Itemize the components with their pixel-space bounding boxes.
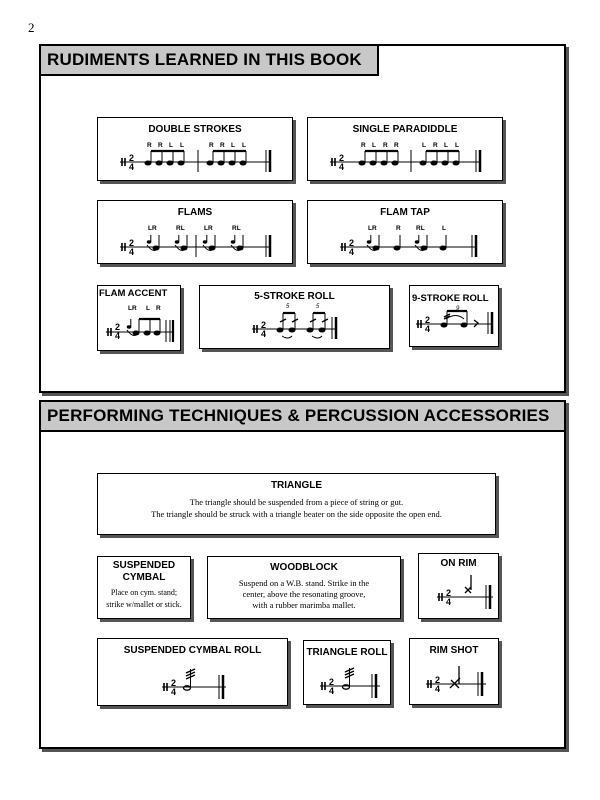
sticking-label: R	[147, 142, 152, 149]
woodblock-text-line1: Suspend on a W.B. stand. Strike in the	[238, 578, 370, 588]
sticking-label: R	[220, 142, 225, 149]
sticking-label: L	[442, 225, 446, 232]
flam-tap-notes	[367, 235, 446, 250]
flam-accent-notation	[98, 300, 180, 348]
sticking-label: R	[158, 142, 163, 149]
flams-box	[97, 200, 293, 264]
nine-stroke-roll-title: 9-STROKE ROLL	[412, 293, 489, 304]
sticking-label: L	[169, 142, 173, 149]
roll-notes	[277, 313, 328, 338]
sticking-label: R	[361, 142, 366, 149]
double-strokes-notation	[98, 138, 292, 178]
time-sig-top: 2	[129, 238, 135, 248]
time-sig-bottom: 4	[171, 687, 177, 697]
sticking-label: L	[180, 142, 184, 149]
sticking-label: LR	[128, 305, 137, 312]
rim-shot-box	[409, 638, 499, 705]
time-sig-top: 2	[129, 153, 135, 163]
triangle-roll-title: TRIANGLE ROLL	[306, 647, 388, 658]
sticking-label: L	[146, 305, 150, 312]
single-paradiddle-notation	[308, 138, 502, 178]
tuplet-number: 5	[316, 304, 320, 310]
time-sig-bottom: 4	[329, 686, 335, 696]
time-sig-top: 2	[349, 238, 355, 248]
triangle-text-line2: The triangle should be struck with a triangle beater on the side opposite the open end.	[151, 509, 442, 519]
rim-shot-notation	[410, 658, 498, 704]
time-sig-top: 2	[329, 677, 335, 687]
flams-title: FLAMS	[177, 207, 213, 218]
nine-stroke-roll-notation	[410, 304, 498, 344]
suspended-cymbal-box	[97, 556, 191, 619]
roll-notes	[441, 311, 478, 327]
time-sig-bottom: 4	[129, 247, 135, 257]
triangle-box	[97, 473, 496, 535]
suspended-cymbal-text-line2: strike w/mallet or stick.	[106, 600, 182, 609]
time-sig-top: 2	[261, 320, 267, 330]
time-sig-bottom: 4	[261, 329, 267, 339]
flam-tap-title: FLAM TAP	[380, 207, 430, 218]
single-paradiddle-box	[307, 117, 503, 181]
double-strokes-title: DOUBLE STROKES	[148, 124, 242, 135]
suspended-cymbal-roll-title: SUSPENDED CYMBAL ROLL	[123, 645, 262, 656]
time-sig-top: 2	[115, 322, 121, 332]
time-sig-bottom: 4	[339, 162, 345, 172]
sticking-label: L	[242, 142, 246, 149]
on-rim-title: ON RIM	[440, 558, 477, 569]
time-sig-top: 2	[339, 153, 345, 163]
time-sig-top: 2	[446, 588, 452, 598]
on-rim-box	[418, 553, 499, 619]
double-strokes-box	[97, 117, 293, 181]
staff-lines	[120, 150, 270, 172]
sticking-label: LR	[204, 225, 213, 232]
time-sig-bottom: 4	[115, 331, 121, 341]
sticking-label: RL	[416, 225, 425, 232]
sticking-label: L	[372, 142, 376, 149]
suspended-cymbal-title-line1: SUSPENDED	[112, 560, 176, 571]
five-stroke-roll-title: 5-STROKE ROLL	[254, 291, 335, 302]
triangle-text-line1: The triangle should be suspended from a piece of string or gut.	[189, 497, 404, 507]
woodblock-text-line2: center, above the resonating groove,	[242, 589, 366, 599]
flam-tap-notation	[308, 221, 502, 261]
sticking-label: RL	[176, 225, 185, 232]
sticking-label: LR	[148, 225, 157, 232]
sticking-label: L	[422, 142, 426, 149]
flam-accent-box	[97, 285, 181, 351]
sticking-label: R	[396, 225, 401, 232]
sticking-label: L	[231, 142, 235, 149]
time-sig-bottom: 4	[425, 324, 431, 334]
sticking-label: R	[209, 142, 214, 149]
flam-tap-box	[307, 200, 503, 264]
staff-lines	[340, 235, 476, 257]
page-number: 2	[28, 20, 35, 35]
tuplet-number: 9	[456, 306, 460, 312]
time-sig-top: 2	[425, 315, 431, 325]
staff-lines	[120, 235, 270, 257]
suspended-cymbal-title-line2: CYMBAL	[122, 572, 166, 583]
rim-shot-title: RIM SHOT	[429, 645, 479, 656]
time-sig-bottom: 4	[129, 162, 135, 172]
suspended-cymbal-roll-notation	[98, 661, 287, 705]
time-sig-bottom: 4	[446, 597, 452, 607]
triangle-roll-notation	[304, 660, 390, 704]
flam-notes	[147, 235, 243, 250]
triangle-roll-box	[303, 640, 391, 705]
time-sig-bottom: 4	[349, 247, 355, 257]
sticking-label: R	[394, 142, 399, 149]
suspended-cymbal-roll-box	[97, 638, 288, 706]
on-rim-notation	[419, 571, 498, 617]
time-sig-top: 2	[435, 675, 441, 685]
notes	[145, 151, 246, 165]
triangle-title: TRIANGLE	[270, 480, 323, 491]
time-sig-bottom: 4	[435, 684, 441, 694]
sticking-label: R	[383, 142, 388, 149]
rudiments-heading: RUDIMENTS LEARNED IN THIS BOOK	[41, 46, 379, 76]
flams-notation	[98, 221, 292, 261]
flam-accent-notes	[127, 319, 160, 335]
woodblock-text-line3: with a rubber marimba mallet.	[252, 600, 356, 610]
notes	[359, 151, 459, 165]
x-notehead	[465, 575, 471, 593]
sticking-label: R	[433, 142, 438, 149]
five-stroke-roll-box	[199, 285, 390, 349]
techniques-heading: PERFORMING TECHNIQUES & PERCUSSION ACCESSORIES	[41, 402, 564, 432]
five-stroke-roll-notation	[200, 302, 389, 346]
slashed-notehead	[450, 666, 460, 688]
sticking-label: LR	[368, 225, 377, 232]
sticking-label: RL	[232, 225, 241, 232]
sticking-label: L	[455, 142, 459, 149]
tuplet-number: 5	[286, 304, 290, 310]
woodblock-box	[207, 556, 401, 619]
suspended-cymbal-text-line1: Place on cym. stand;	[110, 588, 178, 597]
flam-accent-title: FLAM ACCENT	[99, 288, 168, 299]
sticking-label: R	[156, 305, 161, 312]
nine-stroke-roll-box	[409, 285, 499, 347]
sticking-label: L	[444, 142, 448, 149]
woodblock-title: WOODBLOCK	[270, 562, 338, 573]
time-sig-top: 2	[171, 678, 177, 688]
single-paradiddle-title: SINGLE PARADIDDLE	[352, 124, 458, 135]
